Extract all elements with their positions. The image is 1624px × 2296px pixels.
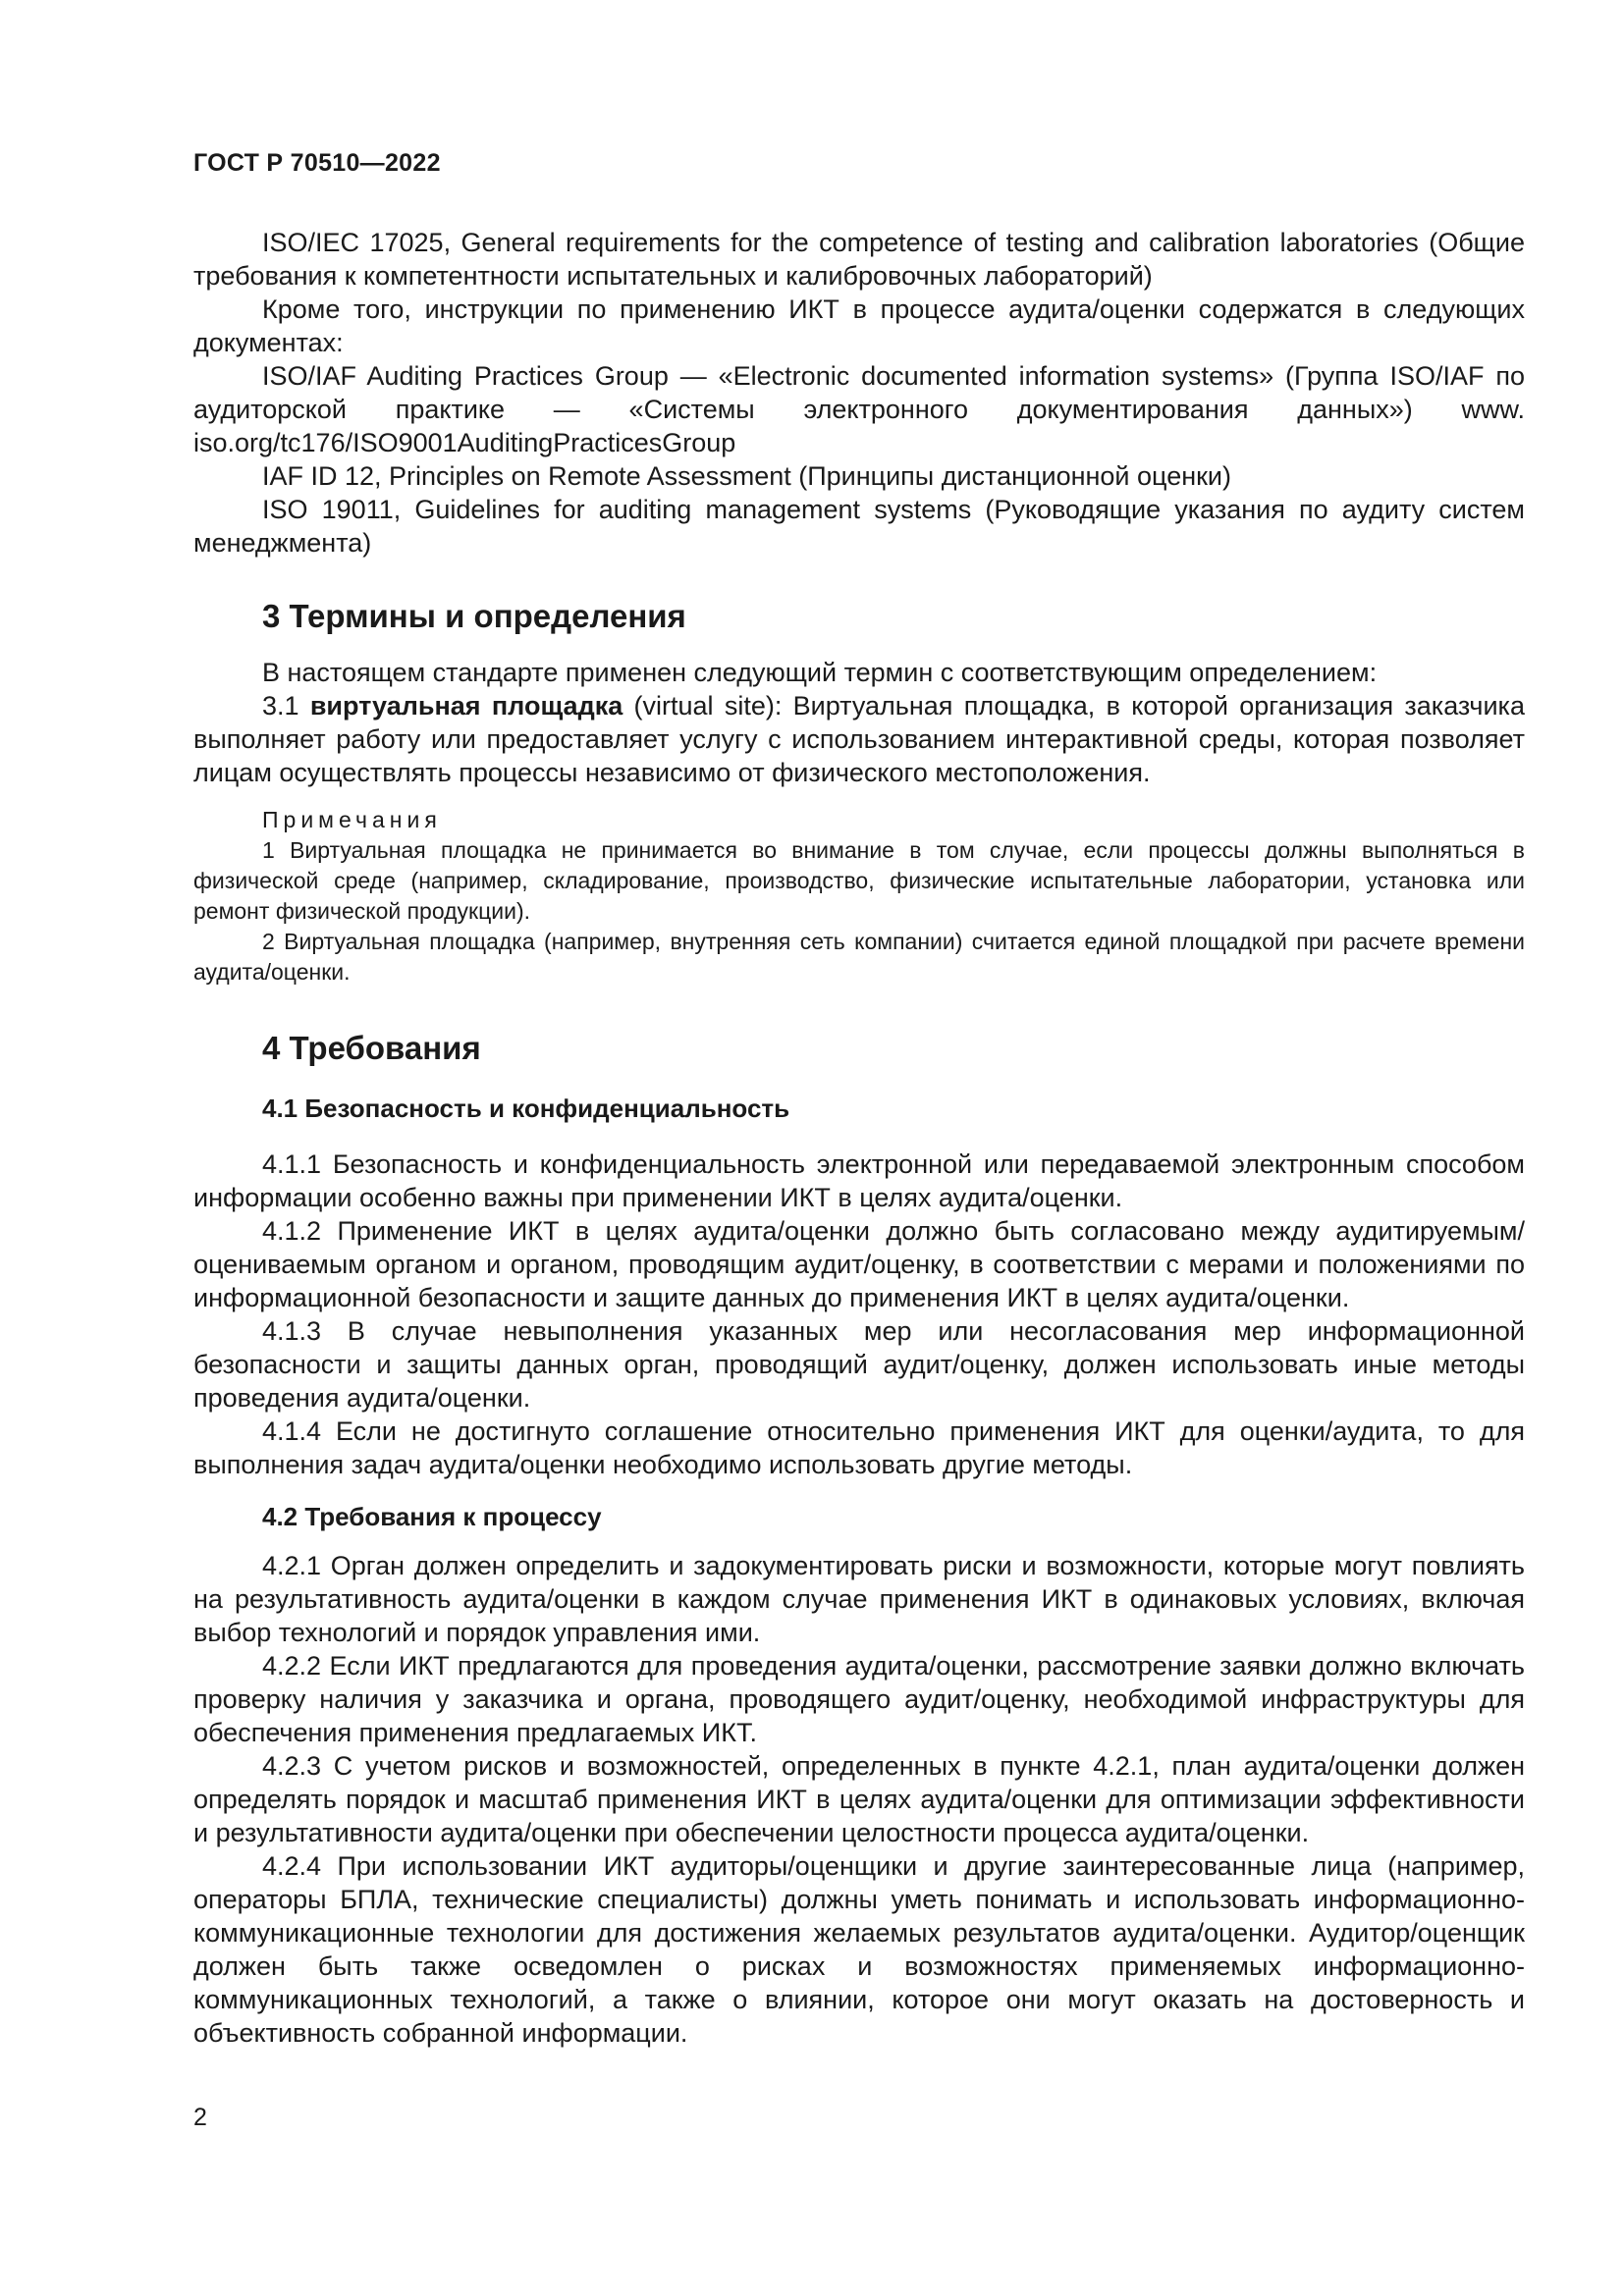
paragraph: ISO/IEC 17025, General requirements for the competence of testing and calibration laboratories (Общие требования к компетентности испытательных и калибровочных лабораторий)	[193, 228, 1525, 291]
paragraph: В настоящем стандарте применен следующий термин с соответствующим определением:	[262, 658, 1378, 687]
paragraph: IAF ID 12, Principles on Remote Assessment (Принципы дистанционной оценки)	[262, 461, 1232, 491]
paragraph: Кроме того, инструкции по применению ИКТ в процессе аудита/оценки содержатся в следующих документах:	[193, 294, 1525, 357]
paragraph: 4.1.2 Применение ИКТ в целях аудита/оценки должно быть согласовано между аудитируемым/ оцениваемым органом и органом, проводящим аудит/оценку, в соответствии с мерами и положениями по информационной безопасности и защите данных до применения ИКТ в целях аудита/оценки.	[193, 1216, 1525, 1312]
notes-title: Примечания	[262, 807, 442, 832]
subsection-4-1-body	[193, 1148, 1525, 1481]
paragraph: 4.2.3 С учетом рисков и возможностей, определенных в пункте 4.2.1, план аудита/оценки должен определять порядок и масштаб применения ИКТ в целях аудита/оценки для оптимизации эффективности и результативности аудита/оценки при обеспечении целостности процесса аудита/оценки.	[193, 1751, 1525, 1847]
paragraph: 4.2.1 Орган должен определить и задокументировать риски и возможности, которые могут повлиять на результативность аудита/оценки в каждом случае применения ИКТ в одинаковых условиях, включая выбор технологий и порядок управления ими.	[193, 1551, 1525, 1647]
note: 2 Виртуальная площадка (например, внутренняя сеть компании) считается единой площадкой при расчете времени аудита/оценки.	[193, 929, 1525, 985]
term-name: виртуальная площадка	[309, 691, 623, 721]
section-3	[193, 597, 1525, 636]
paragraph: 4.2.2 Если ИКТ предлагаются для проведения аудита/оценки, рассмотрение заявки должно включать проверку наличия у заказчика и органа, проводящего аудит/оценку, необходимой инфраструктуры для обеспечения применения предлагаемых ИКТ.	[193, 1651, 1525, 1747]
page-number: 2	[193, 2104, 207, 2131]
paragraph: ISO 19011, Guidelines for auditing management systems (Руководящие указания по аудиту систем менеджмента)	[193, 495, 1525, 558]
paragraph: 4.1.4 Если не достигнуто соглашение относительно применения ИКТ для оценки/аудита, то для выполнения задач аудита/оценки необходимо использовать другие методы.	[193, 1416, 1525, 1479]
subsection-4-1	[193, 1092, 1525, 1125]
notes-block	[193, 805, 1525, 988]
section-3-body	[193, 656, 1525, 789]
subsection-4-2-body	[193, 1549, 1525, 2050]
subsection-4-2	[193, 1500, 1525, 1533]
section-title: 4 Требования	[262, 1030, 481, 1066]
term-text: (virtual site): Виртуальная площадка, в которой организация заказчика выполняет работу или предоставляет услугу с использованием интерактивной среды, которая позволяет лицам осуществлять процессы независимо от физического местоположения.	[193, 691, 1525, 787]
term-number: 3.1	[262, 691, 310, 721]
intro-block	[193, 226, 1525, 560]
note: 1 Виртуальная площадка не принимается во внимание в том случае, если процессы должны выполняться в физической среде (например, складирование, производство, физические испытательные лаборатории, установка или ремонт физической продукции).	[193, 837, 1525, 924]
document-header: ГОСТ Р 70510—2022	[193, 149, 441, 177]
paragraph: 4.2.4 При использовании ИКТ аудиторы/оценщики и другие заинтересованные лица (например, операторы БПЛА, технические специалисты) должны уметь понимать и использовать информационно-коммуникационные технологии для достижения желаемых результатов аудита/оценки. Аудитор/оценщик должен быть также осведомлен о рисках и возможностях применяемых информационно-коммуникационных технологий, а также о влиянии, которое они могут оказать на достоверность и объективность собранной информации.	[193, 1851, 1525, 2048]
term-definition	[193, 689, 1525, 789]
paragraph: 4.1.1 Безопасность и конфиденциальность электронной или передаваемой электронным способом информации особенно важны при применении ИКТ в целях аудита/оценки.	[193, 1149, 1525, 1212]
subsection-title: 4.1 Безопасность и конфиденциальность	[262, 1094, 790, 1123]
subsection-title: 4.2 Требования к процессу	[262, 1502, 602, 1531]
section-title: 3 Термины и определения	[262, 598, 686, 634]
section-4	[193, 1029, 1525, 1068]
paragraph: ISO/IAF Auditing Practices Group — «Electronic documented information systems» (Группа ISO/IAF по аудиторской практике — «Системы электронного документирования данных») www. iso.org/tc176/ISO9001AuditingPracticesGroup	[193, 361, 1525, 457]
paragraph: 4.1.3 В случае невыполнения указанных мер или несогласования мер информационной безопасности и защиты данных орган, проводящий аудит/оценку, должен использовать иные методы проведения аудита/оценки.	[193, 1316, 1525, 1413]
